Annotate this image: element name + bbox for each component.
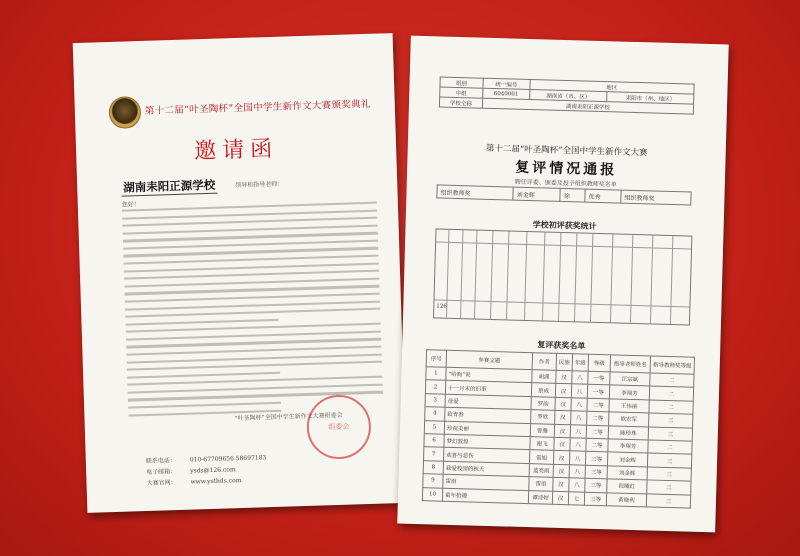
school-info-table: 组别 统一编号 地区 中组 6040001 湖南省（市、区） 耒阳市（州、地区） 学校全称 湖南耒阳正源学校	[439, 76, 695, 114]
table-row: 5 珍视美丽 曾雅 汉 八 二等 陈珍珠 三	[424, 420, 692, 441]
table-row: 3 母爱 罗韵 汉 八 二等 王伟丽 二	[425, 393, 693, 414]
table-row: 7 欢喜与悲伤 雷旭 汉 八 三等 刘金辉 三	[424, 447, 692, 468]
report-subheading: 聘任评委、颁委及投予组织教师奖名单	[514, 178, 617, 189]
contact-info	[146, 452, 267, 489]
report-contest-title: 第十二届“叶圣陶杯”全国中学生新作文大赛	[485, 143, 648, 159]
invitation-contest-title: 第十二届“叶圣陶杯”全国中学生新作文大赛颁奖典礼	[144, 98, 371, 117]
table-row: 10 童年拾趣 谭诗婷 汉 七 三等 黄晓利 三	[422, 487, 690, 508]
table-row: 2 十一月末的旧事 蔡成 汉 八 一等 李翔芳 二	[425, 380, 693, 401]
teacher-award-table: 组织教师奖 刘金辉 徐 优秀 组织教师奖	[436, 184, 691, 205]
report-heading: 复评情况通报	[515, 159, 618, 179]
stats-first-value: 126	[436, 303, 447, 310]
invitation-signoff: “叶圣陶杯”全国中学生新作文大赛组委会	[234, 411, 343, 423]
stats-grid	[433, 228, 692, 325]
contact-email: 电子邮箱： ysds@126.com	[146, 466, 236, 477]
contact-phone: 联系电话： 010-67709656 58697183	[145, 454, 267, 466]
table-row: 8 我爱校园的秋天 蓝亮雨 汉 八 三等 刘金辉 三	[423, 460, 691, 481]
red-seal-stamp: 组委会	[306, 394, 372, 460]
invitation-letter	[73, 33, 408, 513]
table-row: 4 致青春 罗欣 汉 八 二等 欧宏军 三	[425, 407, 693, 428]
greeting: 您好！	[121, 201, 140, 209]
award-list-title: 复评获奖名单	[537, 339, 586, 351]
stats-title: 学校初评获奖统计	[532, 219, 597, 231]
invited-school: 湖南耒阳正源学校	[121, 177, 217, 197]
review-report	[397, 36, 729, 533]
invited-school-suffix: 领导和指导老师：	[235, 180, 284, 190]
award-table	[422, 349, 695, 508]
contact-website: 大赛官网： www.ysthds.com	[146, 477, 242, 488]
table-row: 1 “哈购”说 胡潇 汉 八 一等 江宗斌 二	[426, 367, 694, 388]
table-row: 9 雷雨 雷语 汉 八 三等 段曦红 三	[423, 474, 691, 495]
invitation-body-text	[122, 202, 384, 422]
table-row: 6 梦幻敦煌 谢飞 汉 八 二等 李翔芳 二	[424, 434, 692, 455]
invitation-heading: 邀请函	[193, 136, 279, 165]
award-table-header: 序号 参赛文题 作者 民族 年级 等级 指导老师姓名 指导教师奖等级	[426, 350, 694, 374]
contest-logo-icon	[108, 96, 141, 129]
